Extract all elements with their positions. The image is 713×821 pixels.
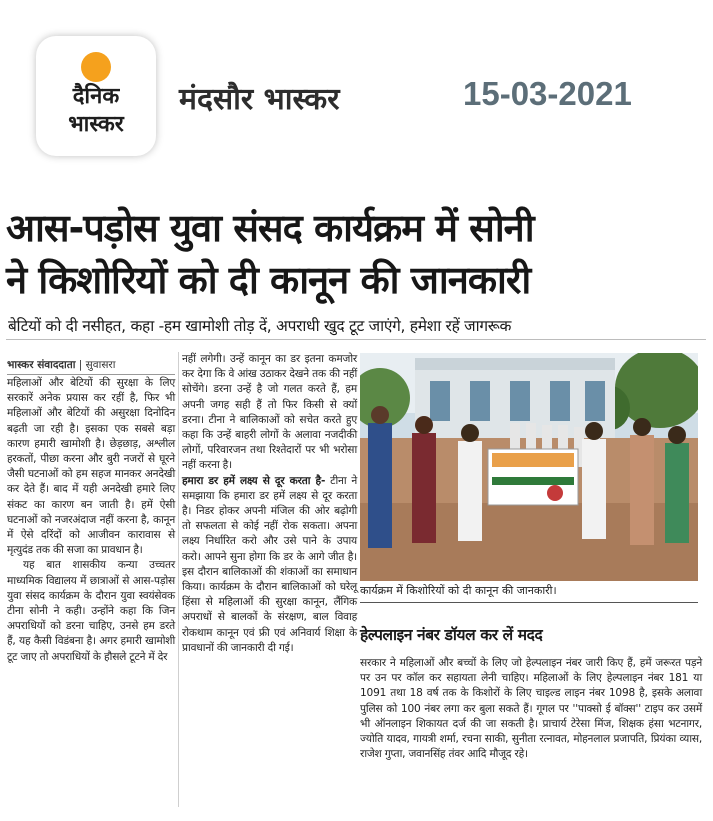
dainik-bhaskar-logo [36, 36, 156, 156]
event-photo-illustration [360, 353, 698, 581]
edition-name: मंदसौर भास्कर [179, 82, 340, 117]
logo-line2: भास्कर [68, 112, 124, 137]
photo-caption: कार्यक्रम में किशोरियों को दी कानून की जानकारी। [360, 583, 698, 603]
helpline-heading: हेल्पलाइन नंबर डॉयल कर लें मदद [360, 626, 543, 644]
headline-line2: ने किशोरियों को दी कानून की जानकारी [6, 258, 531, 302]
column1-para1: महिलाओं और बेटियों की सुरक्षा के लिए सरकारें अनेक प्रयास कर रहीं है, फिर भी महिलाओं और बेटियों की असुरक्षा दिनोदिन बढ़ती जा रही है। इसका एक सबसे बड़ा कारण हमारी खामोशी है। छेड़छाड़, अश्लील हरकतों, पीछा करना और बुरी नजरों से घूरने जैसी घटनाओं को हम सहज मानकर अनदेखी कर देते हैं। बाद में यही अनदेखी हमारे लिए संकट का कारण बन जाती है। हमें ऐसी घटनाओं को नजरअंदाज नहीं करना है, कानून में ऐसे दरिंदों को आजीवन कारावास से मृत्युदंड तक की सजा का प्रावधान है। [7, 377, 175, 557]
column1-para2: यह बात शासकीय कन्या उच्चतर माध्यमिक विद्यालय में छात्राओं से आस-पड़ोस युवा संसद कार्यक्रम के दौरान युवा स्वयंसेवक टीना सोनी ने कही। उन्होंने कहा कि जिन अपराधियों को डरना चाहिए, उनसे हम डरते हैं, यह कैसी विडंबना है। अगर हमारी खामोशी टूट जाए तो अपराधियों के हौसले टूटने में देर [7, 559, 175, 663]
publication-date: 15-03-2021 [463, 75, 632, 112]
logo-sun-icon [81, 52, 111, 82]
byline-place: सुवासरा [85, 359, 116, 371]
logo-line1: दैनिक [72, 84, 120, 109]
article-column-1 [7, 376, 175, 665]
column2-para2: टीना ने समझाया कि हमारा डर हमें लक्ष्य से दूर करता है। निडर होकर अपनी मंजिल की ओर बढ़ोगी तो सफलता से कोई नहीं रोक सकता। अपना लक्ष्य निर्धारित करो और उसे पाने के उपाय करो। आपने सुना होगा कि डर के आगे जीत है। इस दौरान बालिकाओं की शंकाओं का समाधान किया। कार्यक्रम के दौरान बालिकाओं को घरेलू हिंसा से महिलाओं की सुरक्षा कानून, लैंगिक अपराधों से बालकों के संरक्षण, बाल विवाह रोकथाम कानून एवं फ्री एवं अनिवार्य शिक्षा के प्रावधानों की जानकारी दी गई। [182, 474, 358, 654]
reporter-name: भास्कर संवाददाता [7, 359, 76, 371]
column2-subhead: हमारा डर हमें लक्ष्य से दूर करता है- [182, 474, 326, 487]
headline-divider [6, 339, 706, 340]
event-photo [360, 353, 698, 581]
byline [7, 358, 175, 375]
column-divider [178, 352, 179, 807]
headline-line1: आस-पड़ोस युवा संसद कार्यक्रम में सोनी [6, 206, 534, 250]
helpline-column [360, 656, 702, 762]
helpline-text: सरकार ने महिलाओं और बच्चों के लिए जो हेल्पलाइन नंबर जारी किए हैं, हमें जरूरत पड़ने पर उन पर कॉल कर सहायता लेनी चाहिए। महिलाओं के लिए हेल्पलाइन नंबर 181 या 1091 तथा 18 वर्ष तक के किशोरों के लिए चाइल्ड लाइन नंबर 1098 है, इसके अलावा पुलिस को 100 नंबर लगा कर बुला सकते हैं। गूगल पर ''पाक्सो ई बॉक्स'' टाइप कर उसमें भी ऑनलाइन शिकायत दर्ज की जा सकती है। प्राचार्य टेरेसा मिंज, शिक्षक हंसा भटनागर, ज्योति यादव, गायत्री शर्मा, रचना साकी, सुनीता रत्नावत, मोहनलाल प्रजापति, प्रियंका व्यास, राजेश गुप्ता, जवानसिंह तंवर आदि मौजूद रहे। [360, 657, 702, 761]
subheadline: बेटियों को दी नसीहत, कहा -हम खामोशी तोड़ दें, अपराधी खुद टूट जाएंगे, हमेशा रहें जागरूक [8, 317, 512, 335]
column2-para1: नहीं लगेगी। उन्हें कानून का डर इतना कमजोर कर देगा कि वे आंख उठाकर देखने तक की नहीं सोचेंगे। डरना उन्हें है जो गलत करते हैं, हम अपनी जगह सही हैं तो फिर किसी से क्यों डरना। टीना ने बालिकाओं को सचेत करते हुए कहा कि उन्हें बाहरी लोगों के अलावा नजदीकी लोगों, परिवारजन तथा रिश्तेदारों पर भी भरोसा नहीं करना है। [182, 353, 357, 472]
byline-separator: | [78, 359, 86, 371]
article-column-2 [182, 352, 357, 656]
